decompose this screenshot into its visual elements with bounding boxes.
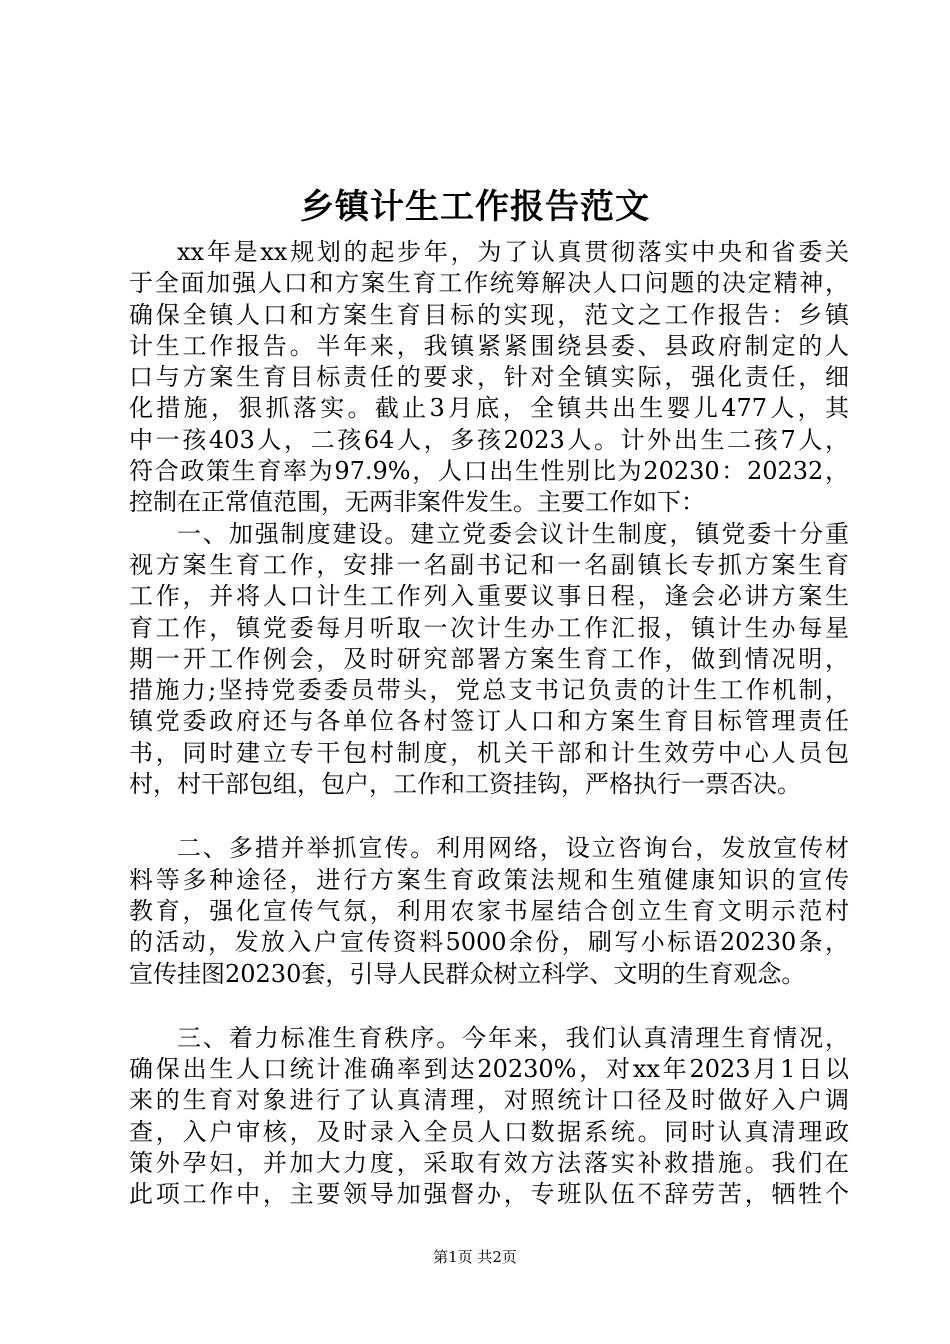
paragraph-section-2 <box>129 833 849 989</box>
paragraph-gap <box>129 800 849 833</box>
text-line: 策外孕妇，并加大力度，采取有效方法落实补救措施。我们在 <box>129 1149 849 1178</box>
text-line: 符合政策生育率为97.9%，人口出生性别比为20230：20232， <box>129 457 849 486</box>
text-line: 查，入户审核，及时录入全员人口数据系统。同时认真清理政 <box>129 1117 849 1146</box>
text-line: 期一开工作例会，及时研究部署方案生育工作，做到情况明， <box>129 644 849 673</box>
text-line: 工作，并将人口计生工作列入重要议事日程，逢会必讲方案生 <box>129 582 849 611</box>
text-line: 确保出生人口统计准确率到达20230%，对xx年2023月1日以 <box>129 1055 849 1084</box>
text-line: 中一孩403人，二孩64人，多孩2023人。计外出生二孩7人， <box>129 425 849 454</box>
text-line: 口与方案生育目标责任的要求，针对全镇实际，强化责任，细 <box>129 363 849 392</box>
text-line: 于全面加强人口和方案生育工作统筹解决人口问题的决定精神， <box>129 269 849 298</box>
text-line: 教育，强化宣传气氛，利用农家书屋结合创立生育文明示范村 <box>129 896 849 925</box>
paragraph-gap <box>129 990 849 1023</box>
text-line: 此项工作中，主要领导加强督办，专班队伍不辞劳苦，牺牲个 <box>129 1180 849 1209</box>
text-line: 料等多种途径，进行方案生育政策法规和生殖健康知识的宣传 <box>129 865 849 894</box>
text-line: 书，同时建立专干包村制度，机关干部和计生效劳中心人员包 <box>129 738 849 767</box>
text-line: 镇党委政府还与各单位各村签订人口和方案生育目标管理责任 <box>129 707 849 736</box>
text-line: 来的生育对象进行了认真清理，对照统计口径及时做好入户调 <box>129 1086 849 1115</box>
text-line: 宣传挂图20230套，引导人民群众树立科学、文明的生育观念。 <box>129 959 806 988</box>
paragraph-section-3 <box>129 1023 849 1211</box>
text-line: 计生工作报告。半年来，我镇紧紧围绕县委、县政府制定的人 <box>129 331 849 360</box>
text-line: 化措施，狠抓落实。截止3月底，全镇共出生婴儿477人，其 <box>129 394 849 423</box>
text-line: 一、加强制度建设。建立党委会议计生制度，镇党委十分重 <box>177 519 849 548</box>
document-title: 乡镇计生工作报告范文 <box>300 187 650 227</box>
text-line: 村，村干部包组，包户，工作和工资挂钩，严格执行一票否决。 <box>129 770 801 799</box>
text-line: 确保全镇人口和方案生育目标的实现，范文之工作报告：乡镇 <box>129 300 849 329</box>
page-number-footer: 第1页 共2页 <box>433 1248 517 1266</box>
paragraph-section-1 <box>129 519 849 801</box>
text-line: 二、多措并举抓宣传。利用网络，设立咨询台，发放宣传材 <box>177 834 849 863</box>
paragraph-intro <box>129 237 849 519</box>
text-line: 控制在正常值范围，无两非案件发生。主要工作如下： <box>129 488 705 517</box>
text-line: 视方案生育工作，安排一名副书记和一名副镇长专抓方案生育 <box>129 550 849 579</box>
text-line: 的活动，发放入户宣传资料5000余份，刷写小标语20230条， <box>129 928 849 957</box>
text-line: 三、着力标准生育秩序。今年来，我们认真清理生育情况， <box>177 1023 849 1052</box>
text-line: 措施力;坚持党委委员带头，党总支书记负责的计生工作机制， <box>129 676 849 705</box>
document-body <box>129 237 849 1211</box>
text-line: xx年是xx规划的起步年，为了认真贯彻落实中央和省委关 <box>177 238 849 266</box>
text-line: 育工作，镇党委每月听取一次计生办工作汇报，镇计生办每星 <box>129 613 849 642</box>
